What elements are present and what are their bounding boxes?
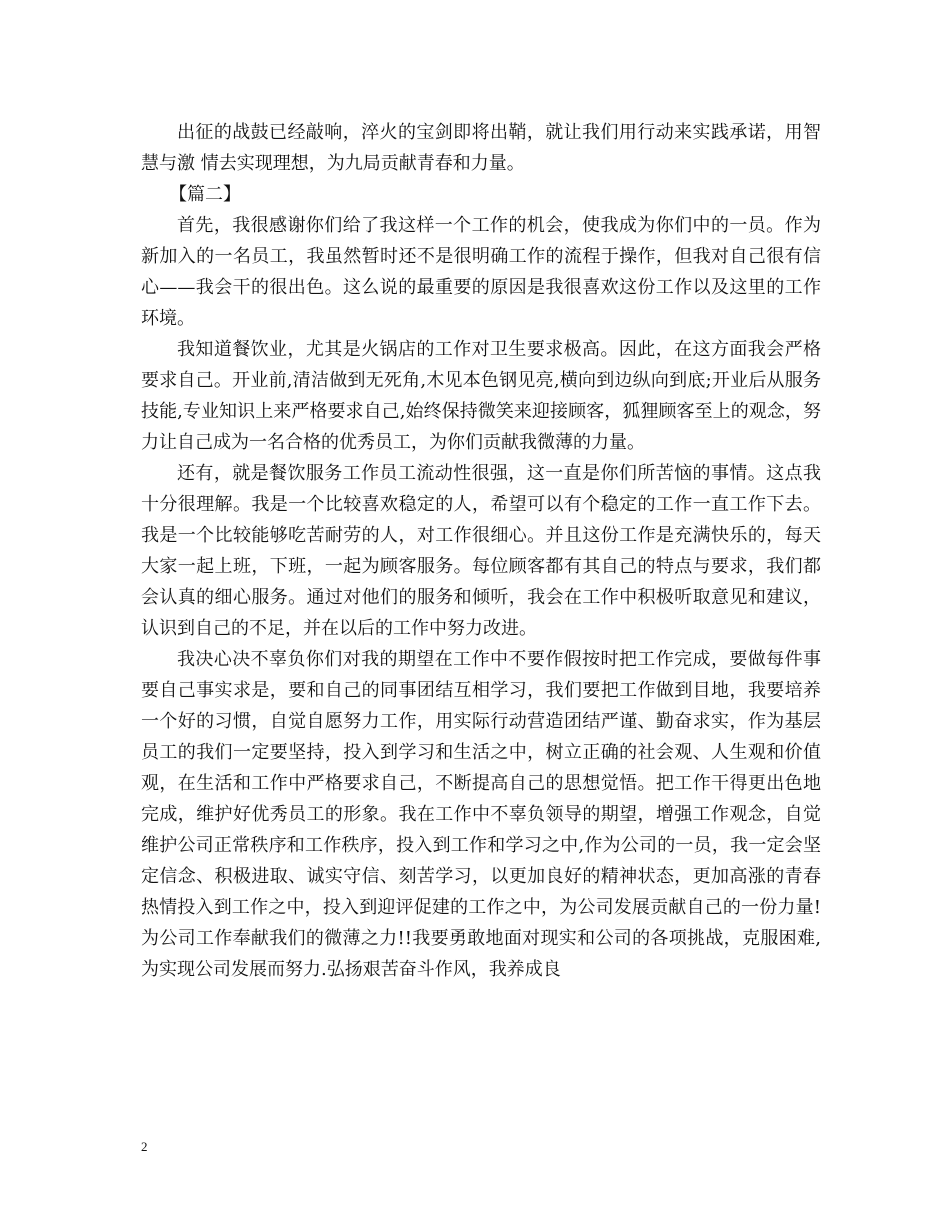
paragraph-stability: 还有，就是餐饮服务工作员工流动性很强，这一直是你们所苦恼的事情。这点我十分很理解。我是一个比较喜欢稳定的人，希望可以有个稳定的工作一直工作下去。我是一个比较能够吃苦耐劳的人，对工作很细心。并且这份工作是充满快乐的，每天大家一起上班，下班，一起为顾客服务。每位顾客都有其自己的特点与要求，我们都会认真的细心服务。通过对他们的服务和倾听，我会在工作中积极听取意见和建议，认识到自己的不足，并在以后的工作中努力改进。 bbox=[141, 463, 821, 639]
paragraph-commitment: 我决心决不辜负你们对我的期望在工作中不要作假按时把工作完成，要做每件事要自己事实求是，要和自己的同事团结互相学习，我们要把工作做到目地，我要培养一个好的习惯，自觉自愿努力工作，用实际行动营造团结严谨、勤奋求实，作为基层员工的我们一定要坚持，投入到学习和生活之中，树立正确的社会观、人生观和价值观，在生活和工作中严格要求自己，不断提高自己的思想觉悟。把工作干得更出色地完成，维护好优秀员工的形象。我在工作中不辜负领导的期望，增强工作观念，自觉维护公司正常秩序和工作秩序，投入到工作和学习之中,作为公司的一员，我一定会坚定信念、积极进取、诚实守信、刻苦学习，以更加良好的精神状态，更加高涨的青春热情投入到工作之中，投入到迎评促建的工作之中，为公司发展贡献自己的一份力量!为公司工作奉献我们的微薄之力!!我要勇敢地面对现实和公司的各项挑战，克服困难,为实现公司发展而努力.弘扬艰苦奋斗作风，我养成良 bbox=[141, 649, 821, 980]
section-heading: 【篇二】 bbox=[169, 184, 241, 205]
paragraph-closing: 出征的战鼓已经敲响，淬火的宝剑即将出鞘，就让我们用行动来实践承诺，用智慧与激 情去实现理想，为九局贡献青春和力量。 bbox=[141, 122, 821, 174]
document-body bbox=[141, 117, 821, 985]
page-number: 2 bbox=[141, 1139, 148, 1154]
paragraph-hygiene: 我知道餐饮业，尤其是火锅店的工作对卫生要求极高。因此，在这方面我会严格要求自己。开业前,清洁做到无死角,木见本色钢见亮,横向到边纵向到底;开业后从服务技能,专业知识上来严格要求自己,始终保持微笑来迎接顾客，狐狸顾客至上的观念，努力让自己成为一名合格的优秀员工，为你们贡献我微薄的力量。 bbox=[141, 339, 821, 453]
paragraph-intro: 首先，我很感谢你们给了我这样一个工作的机会，使我成为你们中的一员。作为新加入的一名员工，我虽然暂时还不是很明确工作的流程于操作，但我对自己很有信心——我会干的很出色。这么说的最重要的原因是我很喜欢这份工作以及这里的工作环境。 bbox=[141, 215, 821, 329]
